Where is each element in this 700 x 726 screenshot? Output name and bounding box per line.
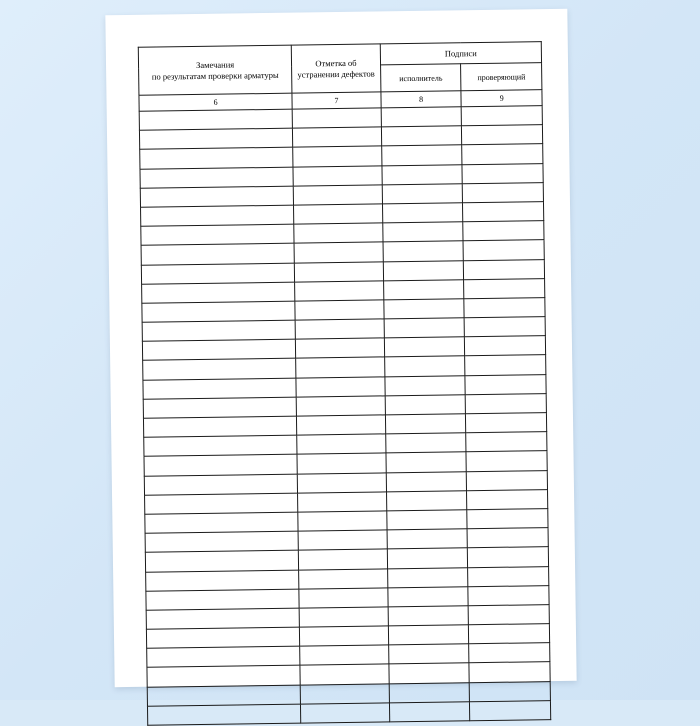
table-cell[interactable] [468, 585, 549, 605]
table-cell[interactable] [469, 643, 550, 663]
table-cell[interactable] [382, 184, 463, 204]
table-cell[interactable] [296, 338, 385, 358]
table-cell[interactable] [388, 606, 469, 626]
table-cell[interactable] [146, 589, 299, 610]
table-cell[interactable] [145, 550, 298, 571]
table-cell[interactable] [469, 662, 550, 682]
table-cell[interactable] [293, 127, 382, 147]
table-cell[interactable] [297, 415, 386, 435]
table-cell[interactable] [294, 242, 383, 262]
table-cell[interactable] [467, 489, 548, 509]
table-cell[interactable] [463, 202, 544, 222]
table-cell[interactable] [300, 664, 389, 684]
table-header [138, 42, 542, 112]
table-cell[interactable] [381, 107, 462, 127]
table-cell[interactable] [146, 627, 299, 648]
table-cell[interactable] [470, 700, 551, 720]
table-cell[interactable] [389, 663, 470, 683]
table-cell[interactable] [466, 393, 547, 413]
table-cell[interactable] [467, 470, 548, 490]
column-group-header-signatures: Подписи [380, 42, 541, 65]
table-cell[interactable] [145, 512, 298, 533]
table-cell[interactable] [146, 608, 299, 629]
table-cell[interactable] [294, 261, 383, 281]
table-cell[interactable] [462, 144, 543, 164]
table-cell[interactable] [384, 299, 465, 319]
table-cell[interactable] [466, 413, 547, 433]
table-cell[interactable] [463, 182, 544, 202]
table-cell[interactable] [384, 318, 465, 338]
table-cell[interactable] [298, 530, 387, 550]
table-cell[interactable] [382, 164, 463, 184]
table-cell[interactable] [385, 433, 466, 453]
table-cell[interactable] [388, 625, 469, 645]
table-cell[interactable] [143, 416, 296, 437]
remarks-header-line-2: по результатам проверки арматуры [151, 69, 279, 82]
table-cell[interactable] [293, 185, 382, 205]
remarks-header-line-1: Замечания [196, 59, 235, 70]
table-cell[interactable] [383, 279, 464, 299]
table-cell[interactable] [139, 109, 292, 130]
table-cell[interactable] [299, 588, 388, 608]
table-cell[interactable] [293, 146, 382, 166]
table-cell[interactable] [300, 683, 389, 703]
arматура-check-form-table [138, 41, 551, 726]
table-cell[interactable] [297, 472, 386, 492]
table-cell[interactable] [463, 240, 544, 260]
table-cell[interactable] [387, 510, 468, 530]
table-cell[interactable] [385, 414, 466, 434]
table-cell[interactable] [295, 281, 384, 301]
table-cell[interactable] [387, 529, 468, 549]
column-number-9: 9 [461, 90, 542, 107]
table-cell[interactable] [383, 241, 464, 261]
table-cell[interactable] [388, 644, 469, 664]
defects-header-line-2: устранении дефектов [297, 68, 375, 80]
table-cell[interactable] [462, 106, 543, 126]
table-cell[interactable] [465, 336, 546, 356]
table-cell[interactable] [300, 626, 389, 646]
table-cell[interactable] [140, 167, 293, 188]
table-cell[interactable] [295, 300, 384, 320]
table-cell[interactable] [385, 395, 466, 415]
table-cell[interactable] [299, 607, 388, 627]
table-cell[interactable] [147, 646, 300, 667]
table-cell[interactable] [143, 359, 296, 380]
table-cell[interactable] [468, 547, 549, 567]
table-cell[interactable] [383, 260, 464, 280]
table-cell[interactable] [384, 337, 465, 357]
column-header-performer: исполнитель [380, 64, 461, 92]
table-cell[interactable] [462, 163, 543, 183]
table-cell[interactable] [382, 203, 463, 223]
table-cell[interactable] [388, 586, 469, 606]
table-cell[interactable] [465, 355, 546, 375]
table-cell[interactable] [145, 531, 298, 552]
column-number-7: 7 [292, 92, 381, 109]
table-cell[interactable] [144, 474, 297, 495]
table-cell[interactable] [147, 666, 300, 687]
table-cell[interactable] [295, 319, 384, 339]
table-cell[interactable] [468, 566, 549, 586]
table-cell[interactable] [142, 282, 295, 303]
table-cell[interactable] [387, 567, 468, 587]
table-cell[interactable] [465, 374, 546, 394]
table-cell[interactable] [296, 377, 385, 397]
table-cell[interactable] [386, 471, 467, 491]
table-cell[interactable] [383, 222, 464, 242]
table-cell[interactable] [140, 148, 293, 169]
table-cell[interactable] [298, 511, 387, 531]
table-cell[interactable] [467, 509, 548, 529]
table-cell[interactable] [385, 375, 466, 395]
table-cell[interactable] [464, 278, 545, 298]
table-cell[interactable] [386, 491, 467, 511]
column-number-6: 6 [139, 93, 292, 111]
table-cell[interactable] [389, 702, 470, 722]
table-cell[interactable] [298, 492, 387, 512]
table-cell[interactable] [143, 378, 296, 399]
table-cell[interactable] [294, 223, 383, 243]
table-cell[interactable] [142, 320, 295, 341]
table-cell[interactable] [469, 624, 550, 644]
table-cell[interactable] [466, 432, 547, 452]
table-cell[interactable] [145, 493, 298, 514]
table-cell[interactable] [381, 145, 462, 165]
table-cell[interactable] [300, 645, 389, 665]
table-cell[interactable] [144, 454, 297, 475]
table-cell[interactable] [142, 301, 295, 322]
table-cell[interactable] [464, 317, 545, 337]
table-cell[interactable] [298, 549, 387, 569]
table-cell[interactable] [294, 204, 383, 224]
paper-sheet [105, 9, 576, 687]
table-cell[interactable] [141, 243, 294, 264]
table-cell[interactable] [468, 604, 549, 624]
column-header-defects [291, 44, 380, 93]
table-cell[interactable] [141, 263, 294, 284]
table-cell[interactable] [464, 259, 545, 279]
table-cell[interactable] [462, 125, 543, 145]
column-header-remarks [138, 45, 292, 95]
table-cell[interactable] [141, 224, 294, 245]
table-body [139, 106, 551, 726]
table-cell[interactable] [299, 568, 388, 588]
column-header-inspector: проверяющий [461, 63, 542, 91]
table-cell[interactable] [296, 396, 385, 416]
table-cell[interactable] [381, 126, 462, 146]
table-cell[interactable] [147, 704, 300, 725]
table-cell[interactable] [386, 452, 467, 472]
form-table-container [138, 41, 551, 663]
column-number-8: 8 [381, 91, 462, 108]
table-cell[interactable] [467, 528, 548, 548]
table-cell[interactable] [297, 453, 386, 473]
table-cell[interactable] [301, 703, 390, 723]
table-cell[interactable] [384, 356, 465, 376]
table-cell[interactable] [141, 205, 294, 226]
table-cell[interactable] [296, 357, 385, 377]
table-cell[interactable] [293, 165, 382, 185]
table-cell[interactable] [292, 108, 381, 128]
table-cell[interactable] [147, 685, 300, 706]
table-cell[interactable] [144, 435, 297, 456]
table-cell[interactable] [140, 186, 293, 207]
table-cell[interactable] [387, 548, 468, 568]
table-cell[interactable] [146, 570, 299, 591]
table-cell[interactable] [297, 434, 386, 454]
table-cell[interactable] [463, 221, 544, 241]
table-cell[interactable] [143, 397, 296, 418]
table-cell[interactable] [139, 128, 292, 149]
table-cell[interactable] [470, 681, 551, 701]
table-cell[interactable] [466, 451, 547, 471]
defects-header-line-1: Отметка об [315, 57, 357, 69]
table-cell[interactable] [464, 298, 545, 318]
table-cell[interactable] [142, 339, 295, 360]
